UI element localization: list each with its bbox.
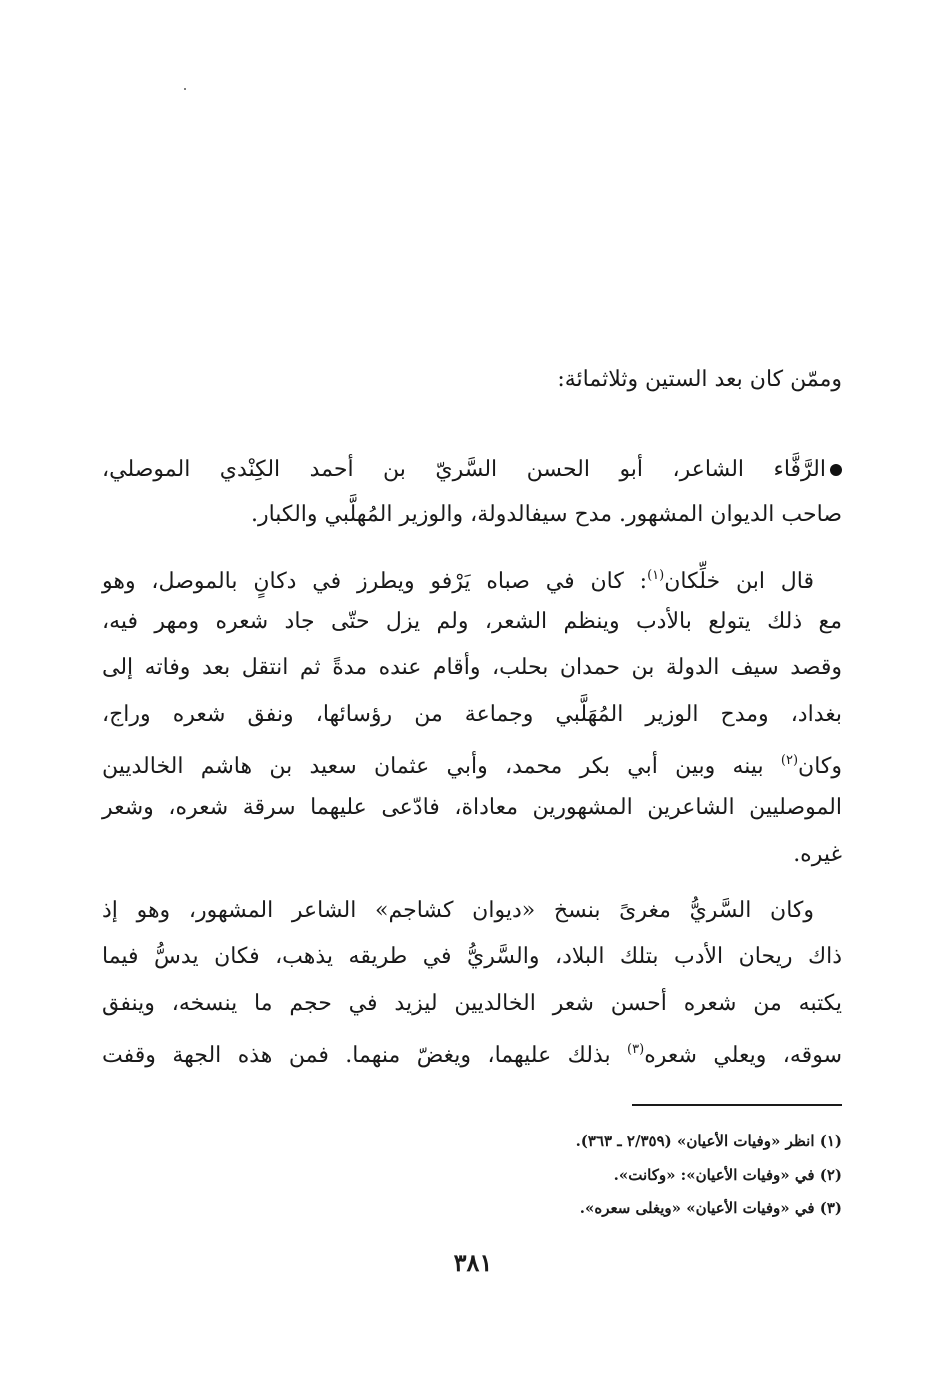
paragraph-1-line-5 <box>102 746 842 782</box>
footnote-2: (٢) في «وفيات الأعيان»: «وكانت». <box>613 1166 842 1184</box>
page-number: ٣٨١ <box>453 1248 493 1277</box>
paragraph-2-line-3: يكتبه من شعره أحسن شعر الخالديين ليزيد في حجم ما ينسخه، وينفق <box>102 991 842 1016</box>
paragraph-2-line-4 <box>102 1035 842 1071</box>
paragraph-2-line-4-end: بذلك عليهما، ويغضّ منهما. فمن هذه الجهة وقفت <box>102 1043 628 1068</box>
footnote-1: (١) انظر «وفيات الأعيان» (٢/٣٥٩ ـ ٣٦٣). <box>575 1132 842 1150</box>
entry-line-1-text: الرَّفَّاء الشاعر، أبو الحسن السَّريّ بن أحمد الكِنْدي الموصلي، <box>102 457 826 482</box>
paragraph-1-line-7: غيره. <box>793 842 842 867</box>
bullet-icon <box>830 464 842 476</box>
paragraph-2-line-1-text: وكان السَّريُّ مغرىً بنسخ «ديوان كشاجم» الشاعر المشهور، وهو إذ <box>102 898 814 923</box>
footnote-ref-2[interactable]: (٢) <box>780 753 799 768</box>
paragraph-1-line-5-start: وكان <box>798 754 842 779</box>
footnote-ref-3[interactable]: (٣) <box>627 1042 645 1057</box>
paragraph-1-line-5-end: بينه وبين أبي بكر محمد، وأبي عثمان سعيد بن هاشم الخالديين <box>102 754 781 779</box>
paragraph-1-line-4: بغداد، ومدح الوزير المُهَلَّبي وجماعة من رؤسائها، ونفق شعره وراج، <box>102 702 842 727</box>
paragraph-1-line-6: الموصليين الشاعرين المشهورين معاداة، فادّعى عليهما سرقة شعره، وشعر <box>102 795 842 820</box>
paragraph-2-line-2: ذاك ريحان الأدب بتلك البلاد، والسَّريُّ في طريقه يذهب، فكان يدسُّ فيما <box>102 944 842 969</box>
entry-second-line: صاحب الديوان المشهور. مدح سيفالدولة، والوزير المُهلَّبي والكبار. <box>250 502 842 527</box>
paragraph-1-line-1 <box>102 561 842 597</box>
paper-speck <box>184 88 186 90</box>
paragraph-2-line-4-start: سوقه، ويعلي شعره <box>644 1043 842 1068</box>
section-heading: وممّن كان بعد الستين وثلاثمائة: <box>557 367 842 392</box>
footnote-ref-1[interactable]: (١) <box>647 568 665 583</box>
footnote-separator <box>632 1104 842 1106</box>
paragraph-1-line-1-start: قال ابن خلِّكان <box>664 569 814 594</box>
paragraph-1-line-3: وقصد سيف الدولة بن حمدان بحلب، وأقام عنده مدةً ثم انتقل بعد وفاته إلى <box>102 655 842 680</box>
footnote-3: (٣) في «وفيات الأعيان» «ويغلى سعره». <box>579 1199 842 1217</box>
paragraph-1-line-2: مع ذلك يتولع بالأدب وينظم الشعر، ولم يزل حتّى جاد شعره ومهر فيه، <box>102 609 842 634</box>
paragraph-2-line-1 <box>102 896 842 926</box>
paragraph-1-line-1-end: : كان في صباه يَرْفو ويطرز في دكانٍ بالموصل، وهو <box>102 569 648 594</box>
entry-first-line <box>102 455 842 485</box>
